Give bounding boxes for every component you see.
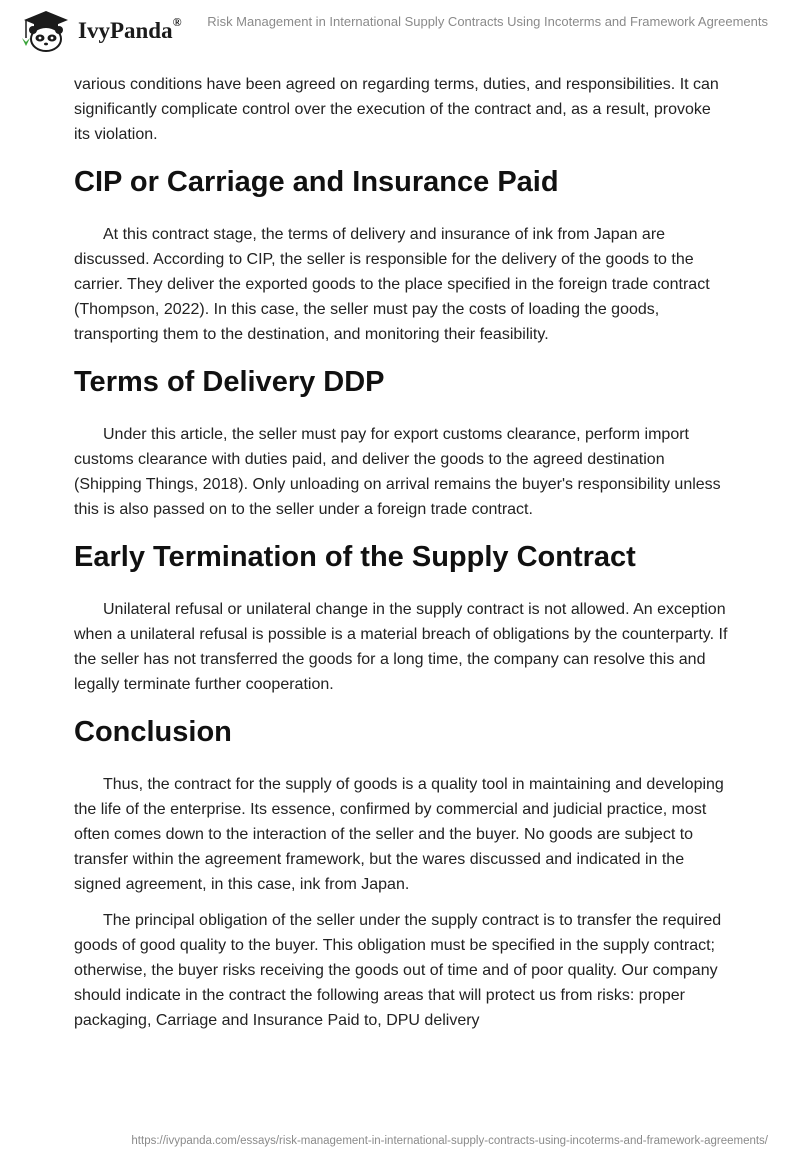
document-title: Risk Management in International Supply Contracts Using Incoterms and Framework Agreements [207, 14, 768, 29]
section-paragraph: Unilateral refusal or unilateral change in the supply contract is not allowed. An exception when a unilateral refusal is possible is a material breach of obligations by the counterparty. If the seller has not transferred the goods for a long time, the company can resolve this and legally terminate further cooperation. [74, 601, 728, 693]
brand-name [78, 15, 182, 44]
panda-graduate-logo-icon [16, 8, 76, 54]
registered-mark: ® [172, 15, 182, 30]
footer-source-url[interactable]: https://ivypanda.com/essays/risk-management-in-international-supply-contracts-using-incoterms-and-framework-agreements/ [131, 1135, 768, 1147]
page-header [0, 0, 800, 62]
intro-paragraph: various conditions have been agreed on regarding terms, duties, and responsibilities. It can significantly complicate control over the execution of the contract and, as a result, provoke its violation. [74, 76, 719, 143]
section-heading-early-termination: Early Termination of the Supply Contract [74, 541, 636, 573]
section-heading-conclusion: Conclusion [74, 716, 232, 748]
essay-content [74, 72, 728, 1044]
section-heading-ddp: Terms of Delivery DDP [74, 366, 385, 398]
section-paragraph: Under this article, the seller must pay for export customs clearance, perform import customs clearance with duties paid, and deliver the goods to the agreed destination (Shipping Things, 2018). Only unloading on arrival remains the buyer's responsibility unless this is also passed on to the seller under a foreign trade contract. [74, 426, 721, 518]
section-heading-cip: CIP or Carriage and Insurance Paid [74, 166, 559, 198]
brand-name-text: IvyPanda [78, 18, 173, 43]
ivypanda-logo[interactable] [16, 8, 206, 54]
section-paragraph: At this contract stage, the terms of delivery and insurance of ink from Japan are discussed. According to CIP, the seller is responsible for the delivery of the goods to the carrier. They deliver the exported goods to the place specified in the foreign trade contract (Thompson, 2022). In this case, the seller must pay the costs of loading the goods, transporting them to the destination, and monitoring their feasibility. [74, 226, 710, 343]
section-paragraph: Thus, the contract for the supply of goods is a quality tool in maintaining and developing the life of the enterprise. Its essence, confirmed by commercial and judicial practice, most often comes down to the interaction of the seller and the buyer. No goods are subject to transfer within the agreement framework, but the wares discussed and indicated in the signed agreement, in this case, ink from Japan. [74, 776, 724, 893]
section-paragraph: The principal obligation of the seller under the supply contract is to transfer the required goods of good quality to the buyer. This obligation must be specified in the supply contract; otherwise, the buyer risks receiving the goods out of time and of poor quality. Our company should indicate in the contract the following areas that will protect us from risks: proper packaging, Carriage and Insurance Paid to, DPU delivery [74, 912, 722, 1029]
